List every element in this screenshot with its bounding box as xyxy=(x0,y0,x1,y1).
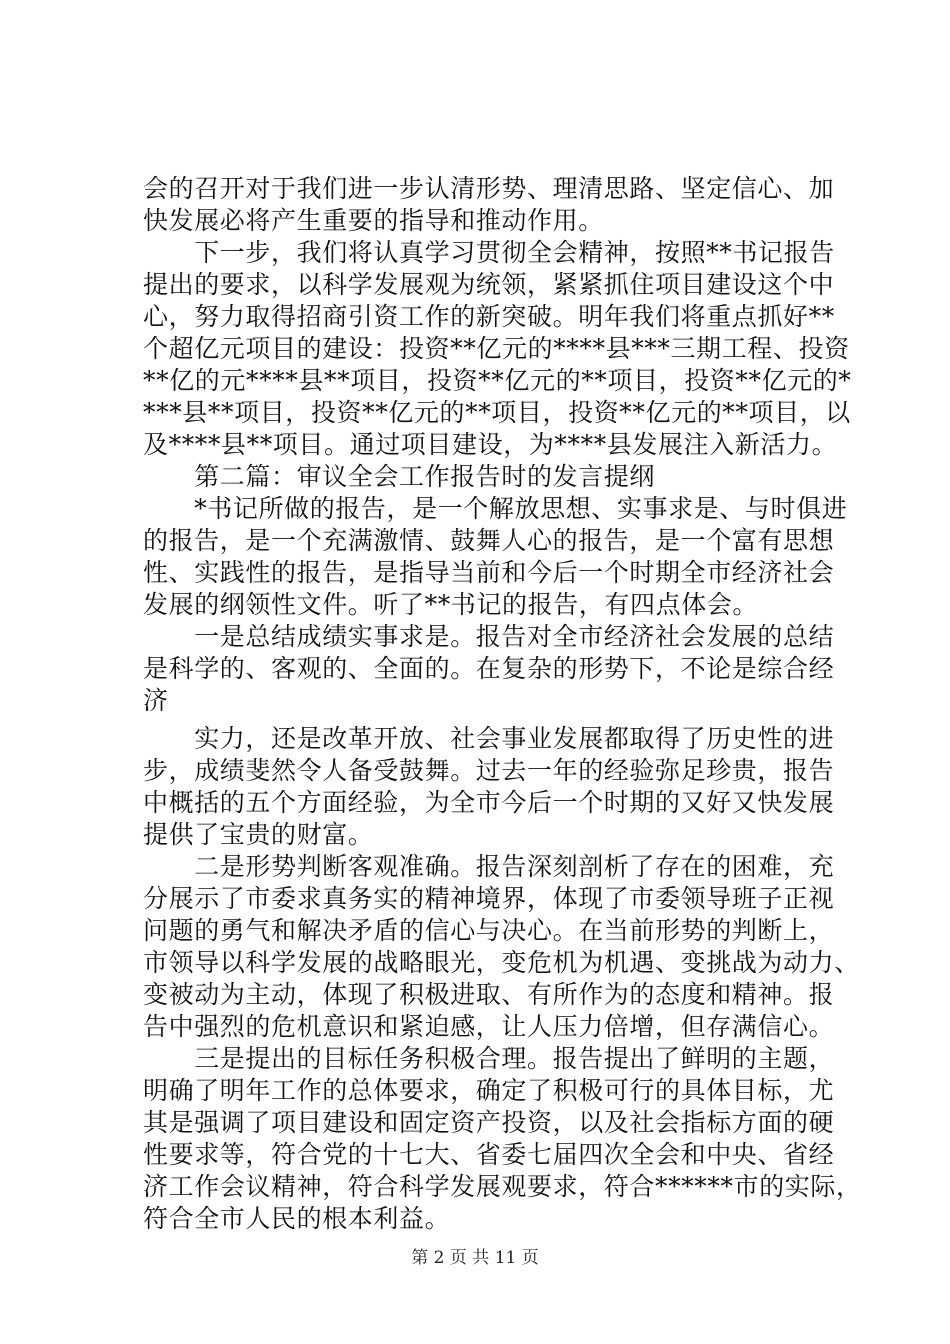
text-line: 及****县**项目。通过项目建设，为****县发展注入新活力。 xyxy=(143,430,838,459)
text-line: 的报告，是一个充满激情、鼓舞人心的报告，是一个富有思想 xyxy=(143,526,835,555)
text-line: 提出的要求，以科学发展观为统领，紧紧抓住项目建设这个中 xyxy=(143,270,835,299)
text-line: 济工作会议精神，符合科学发展观要求，符合******市的实际， xyxy=(143,1172,862,1201)
text-line: 性、实践性的报告，是指导当前和今后一个时期全市经济社会 xyxy=(143,558,835,587)
text-line: 步，成绩斐然令人备受鼓舞。过去一年的经验弥足珍贵，报告 xyxy=(143,756,835,785)
text-line: 济 xyxy=(143,686,169,715)
text-line: 变被动为主动，体现了积极进取、有所作为的态度和精神。报 xyxy=(143,980,835,1009)
text-line: 心，努力取得招商引资工作的新突破。明年我们将重点抓好** xyxy=(143,302,835,331)
text-line: 会的召开对于我们进一步认清形势、理清思路、坚定信心、加 xyxy=(143,174,835,203)
text-line: *书记所做的报告，是一个解放思想、实事求是、与时俱进 xyxy=(143,494,848,523)
page-number-footer: 第 2 页 共 11 页 xyxy=(411,1248,539,1268)
section-heading: 第二篇：审议全会工作报告时的发言提纲 xyxy=(143,462,656,491)
text-line: 问题的勇气和解决矛盾的信心与决心。在当前形势的判断上， xyxy=(143,916,835,945)
text-line: 三是提出的目标任务积极合理。报告提出了鲜明的主题， xyxy=(143,1044,835,1073)
text-line: 市领导以科学发展的战略眼光，变危机为机遇、变挑战为动力、 xyxy=(143,948,860,977)
text-line: 是科学的、客观的、全面的。在复杂的形势下，不论是综合经 xyxy=(143,654,835,683)
text-line: 明确了明年工作的总体要求，确定了积极可行的具体目标，尤 xyxy=(143,1076,835,1105)
text-line: ***县**项目，投资**亿元的**项目，投资**亿元的**项目，以 xyxy=(143,398,851,427)
text-line: 符合全市人民的根本利益。 xyxy=(143,1204,451,1233)
text-line: 其是强调了项目建设和固定资产投资，以及社会指标方面的硬 xyxy=(143,1108,835,1137)
text-line: **亿的元****县**项目，投资**亿元的**项目，投资**亿元的* xyxy=(143,366,852,395)
text-line: 中概括的五个方面经验，为全市今后一个时期的又好又快发展 xyxy=(143,788,835,817)
text-line: 一是总结成绩实事求是。报告对全市经济社会发展的总结 xyxy=(143,622,835,651)
text-line: 快发展必将产生重要的指导和推动作用。 xyxy=(143,206,604,235)
text-line: 二是形势判断客观准确。报告深刻剖析了存在的困难，充 xyxy=(143,852,835,881)
text-line: 分展示了市委求真务实的精神境界，体现了市委领导班子正视 xyxy=(143,884,835,913)
text-line: 实力，还是改革开放、社会事业发展都取得了历史性的进 xyxy=(143,724,835,753)
text-line: 告中强烈的危机意识和紧迫感，让人压力倍增，但存满信心。 xyxy=(143,1012,835,1041)
body-text xyxy=(143,173,862,1235)
text-line: 发展的纲领性文件。听了**书记的报告，有四点体会。 xyxy=(143,590,759,619)
text-line: 个超亿元项目的建设：投资**亿元的****县***三期工程、投资 xyxy=(143,334,850,363)
text-line: 性要求等，符合党的十七大、省委七届四次全会和中央、省经 xyxy=(143,1140,835,1169)
text-line: 下一步，我们将认真学习贯彻全会精神，按照**书记报告 xyxy=(143,238,835,267)
text-line: 提供了宝贵的财富。 xyxy=(143,820,374,849)
